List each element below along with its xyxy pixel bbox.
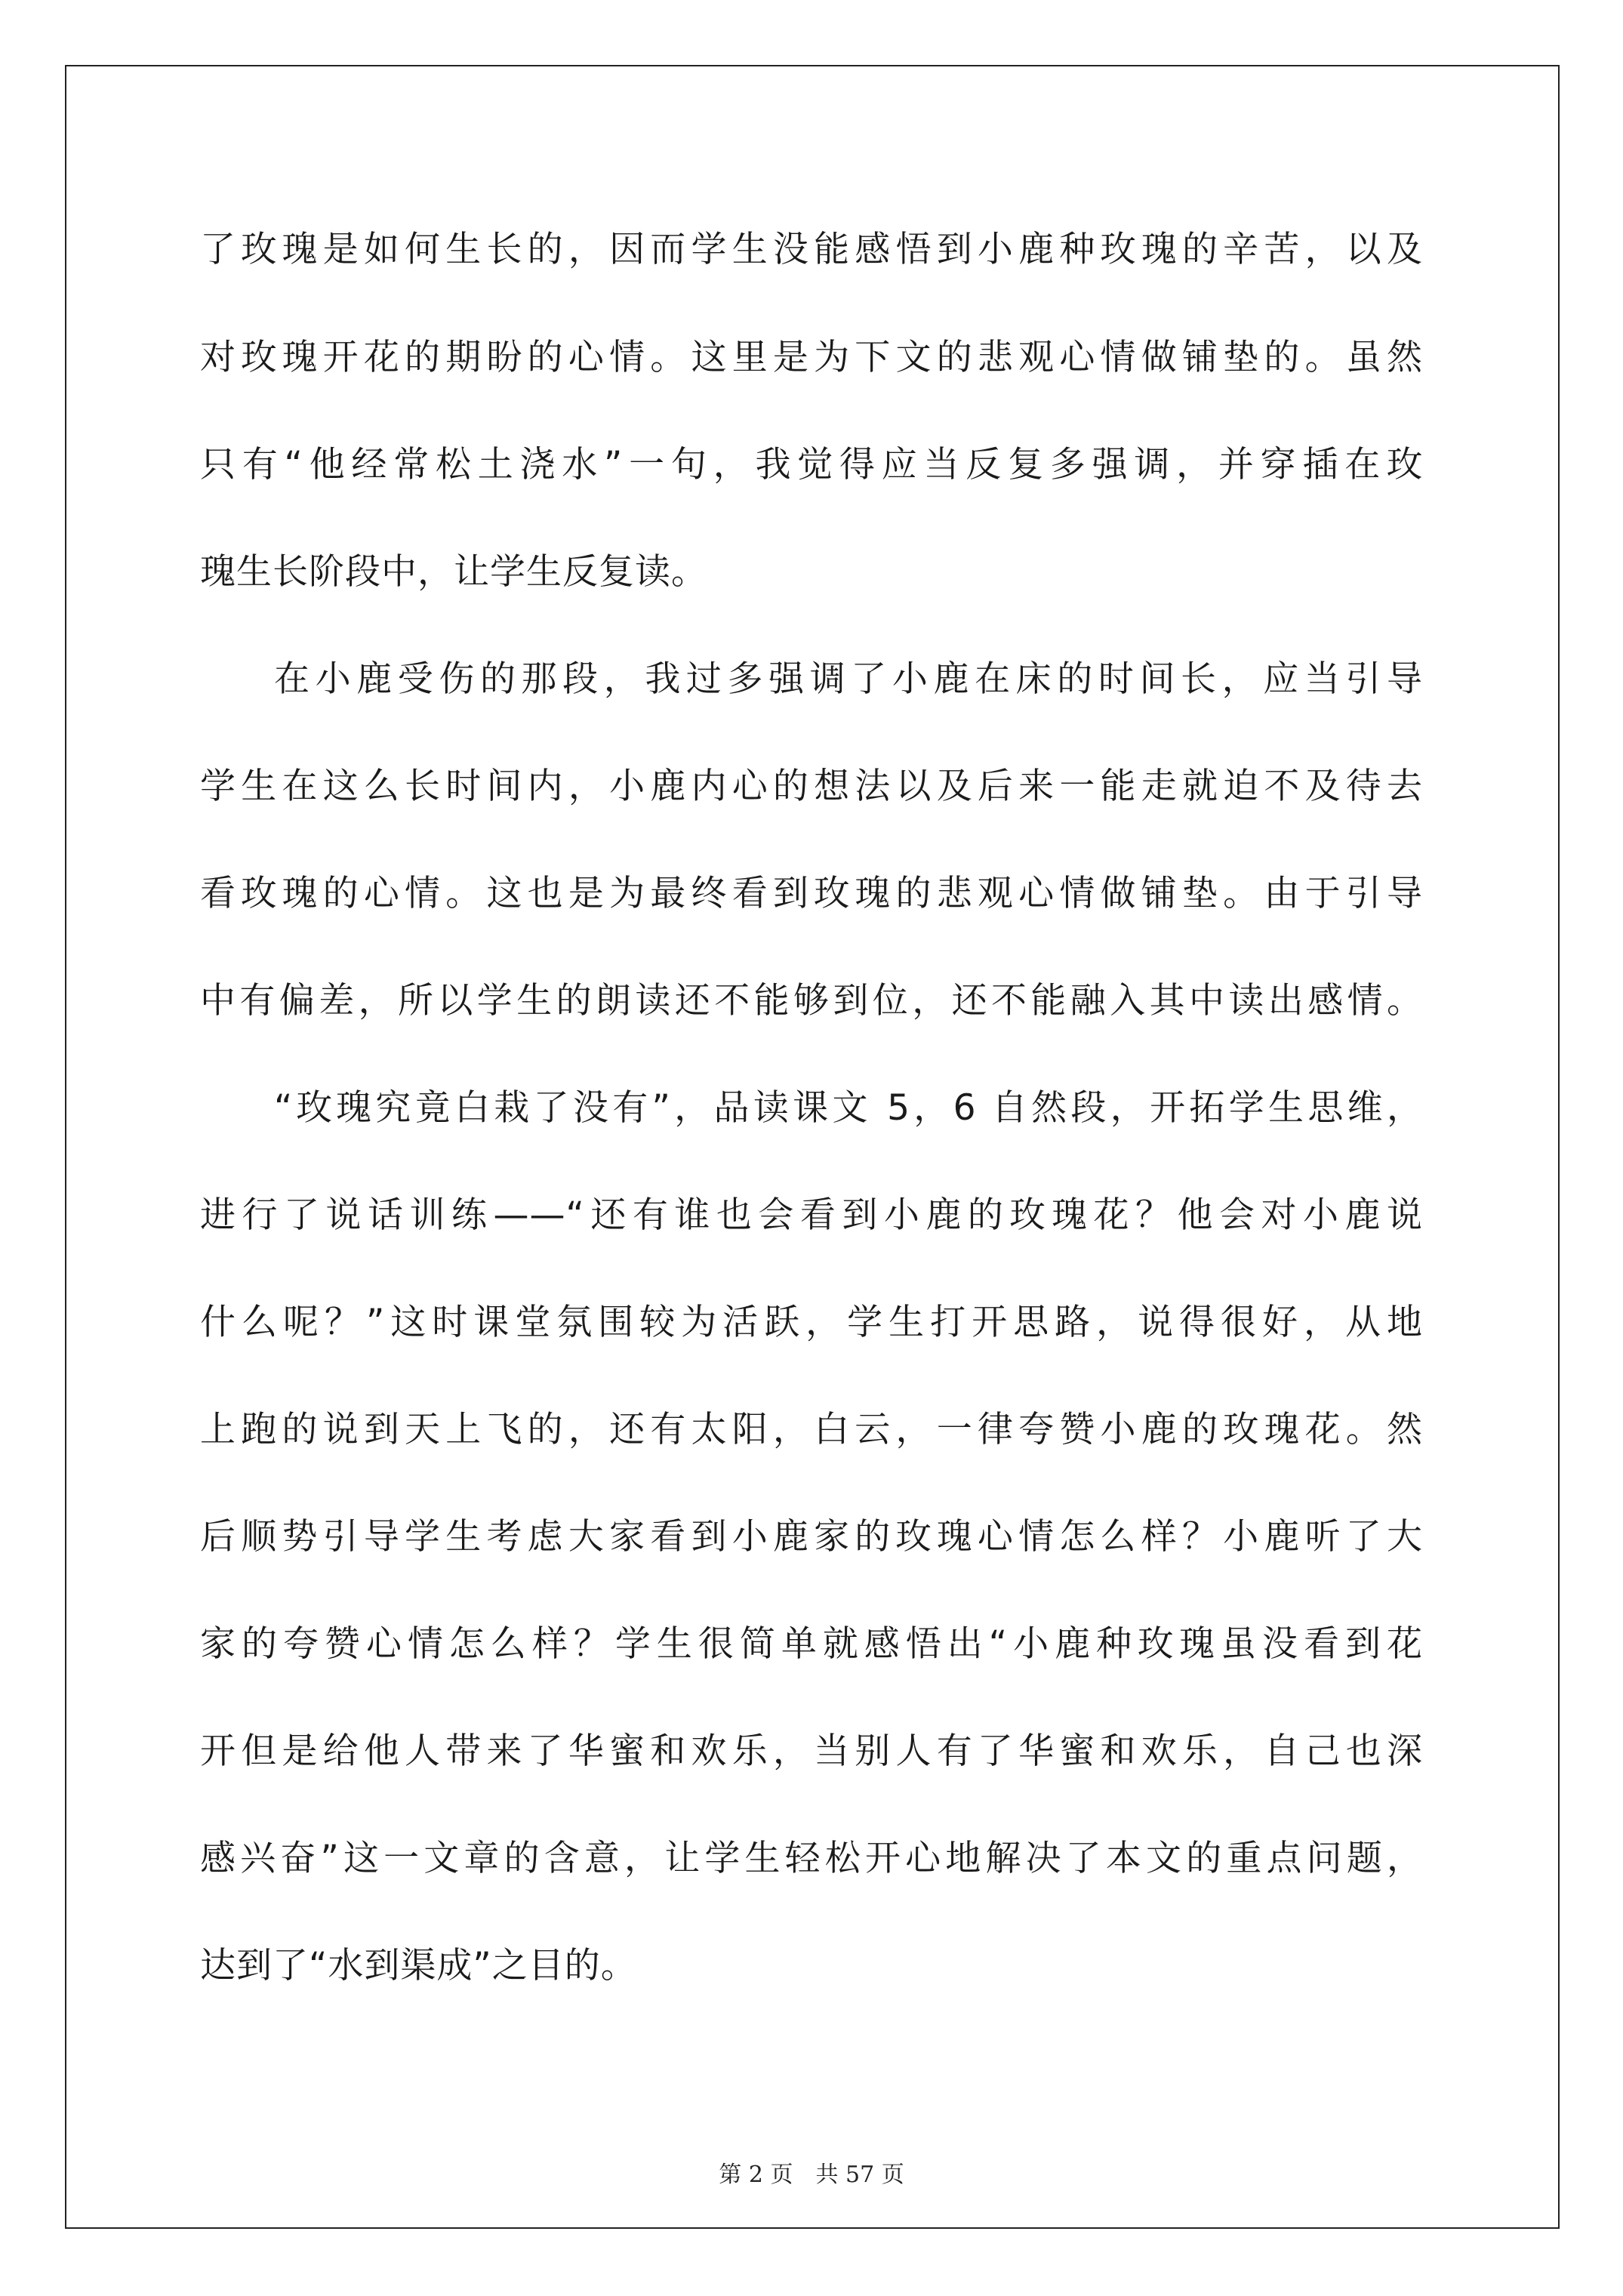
text-line: “玫瑰究竟白栽了没有”，品读课文 5，6 自然段，开拓学生思维，	[274, 1087, 1423, 1129]
text-line: 进行了说话训练——“还有谁也会看到小鹿的玫瑰花？他会对小鹿说	[200, 1194, 1423, 1236]
text-line: 了玫瑰是如何生长的，因而学生没能感悟到小鹿种玫瑰的辛苦，以及	[200, 229, 1423, 270]
text-line: 达到了“水到渠成”之目的。	[200, 1945, 637, 1986]
text-line: 学生在这么长时间内，小鹿内心的想法以及后来一能走就迫不及待去	[200, 766, 1423, 807]
page-number-footer: 第 2 页 共 57 页	[719, 2162, 904, 2188]
text-line: 看玫瑰的心情。这也是为最终看到玫瑰的悲观心情做铺垫。由于引导	[200, 873, 1423, 914]
text-line: 对玫瑰开花的期盼的心情。这里是为下文的悲观心情做铺垫的。虽然	[200, 337, 1423, 378]
text-line: 后顺势引导学生考虑大家看到小鹿家的玫瑰心情怎么样？小鹿听了大	[200, 1516, 1423, 1558]
text-line: 感兴奋”这一文章的含意，让学生轻松开心地解决了本文的重点问题，	[200, 1838, 1423, 1879]
text-line: 什么呢？”这时课堂氛围较为活跃，学生打开思路，说得很好，从地	[200, 1302, 1423, 1343]
text-line: 瑰生长阶段中，让学生反复读。	[200, 551, 707, 593]
text-line: 中有偏差，所以学生的朗读还不能够到位，还不能融入其中读出感情。	[200, 980, 1423, 1022]
text-line: 上跑的说到天上飞的，还有太阳，白云，一律夸赞小鹿的玫瑰花。然	[200, 1409, 1423, 1450]
text-line: 在小鹿受伤的那段，我过多强调了小鹿在床的时间长，应当引导	[274, 658, 1423, 700]
text-line: 开但是给他人带来了华蜜和欢乐，当别人有了华蜜和欢乐，自己也深	[200, 1730, 1423, 1772]
text-line: 家的夸赞心情怎么样？学生很简单就感悟出“小鹿种玫瑰虽没看到花	[200, 1623, 1423, 1665]
text-line: 只有“他经常松土浇水”一句，我觉得应当反复多强调，并穿插在玫	[200, 444, 1423, 485]
